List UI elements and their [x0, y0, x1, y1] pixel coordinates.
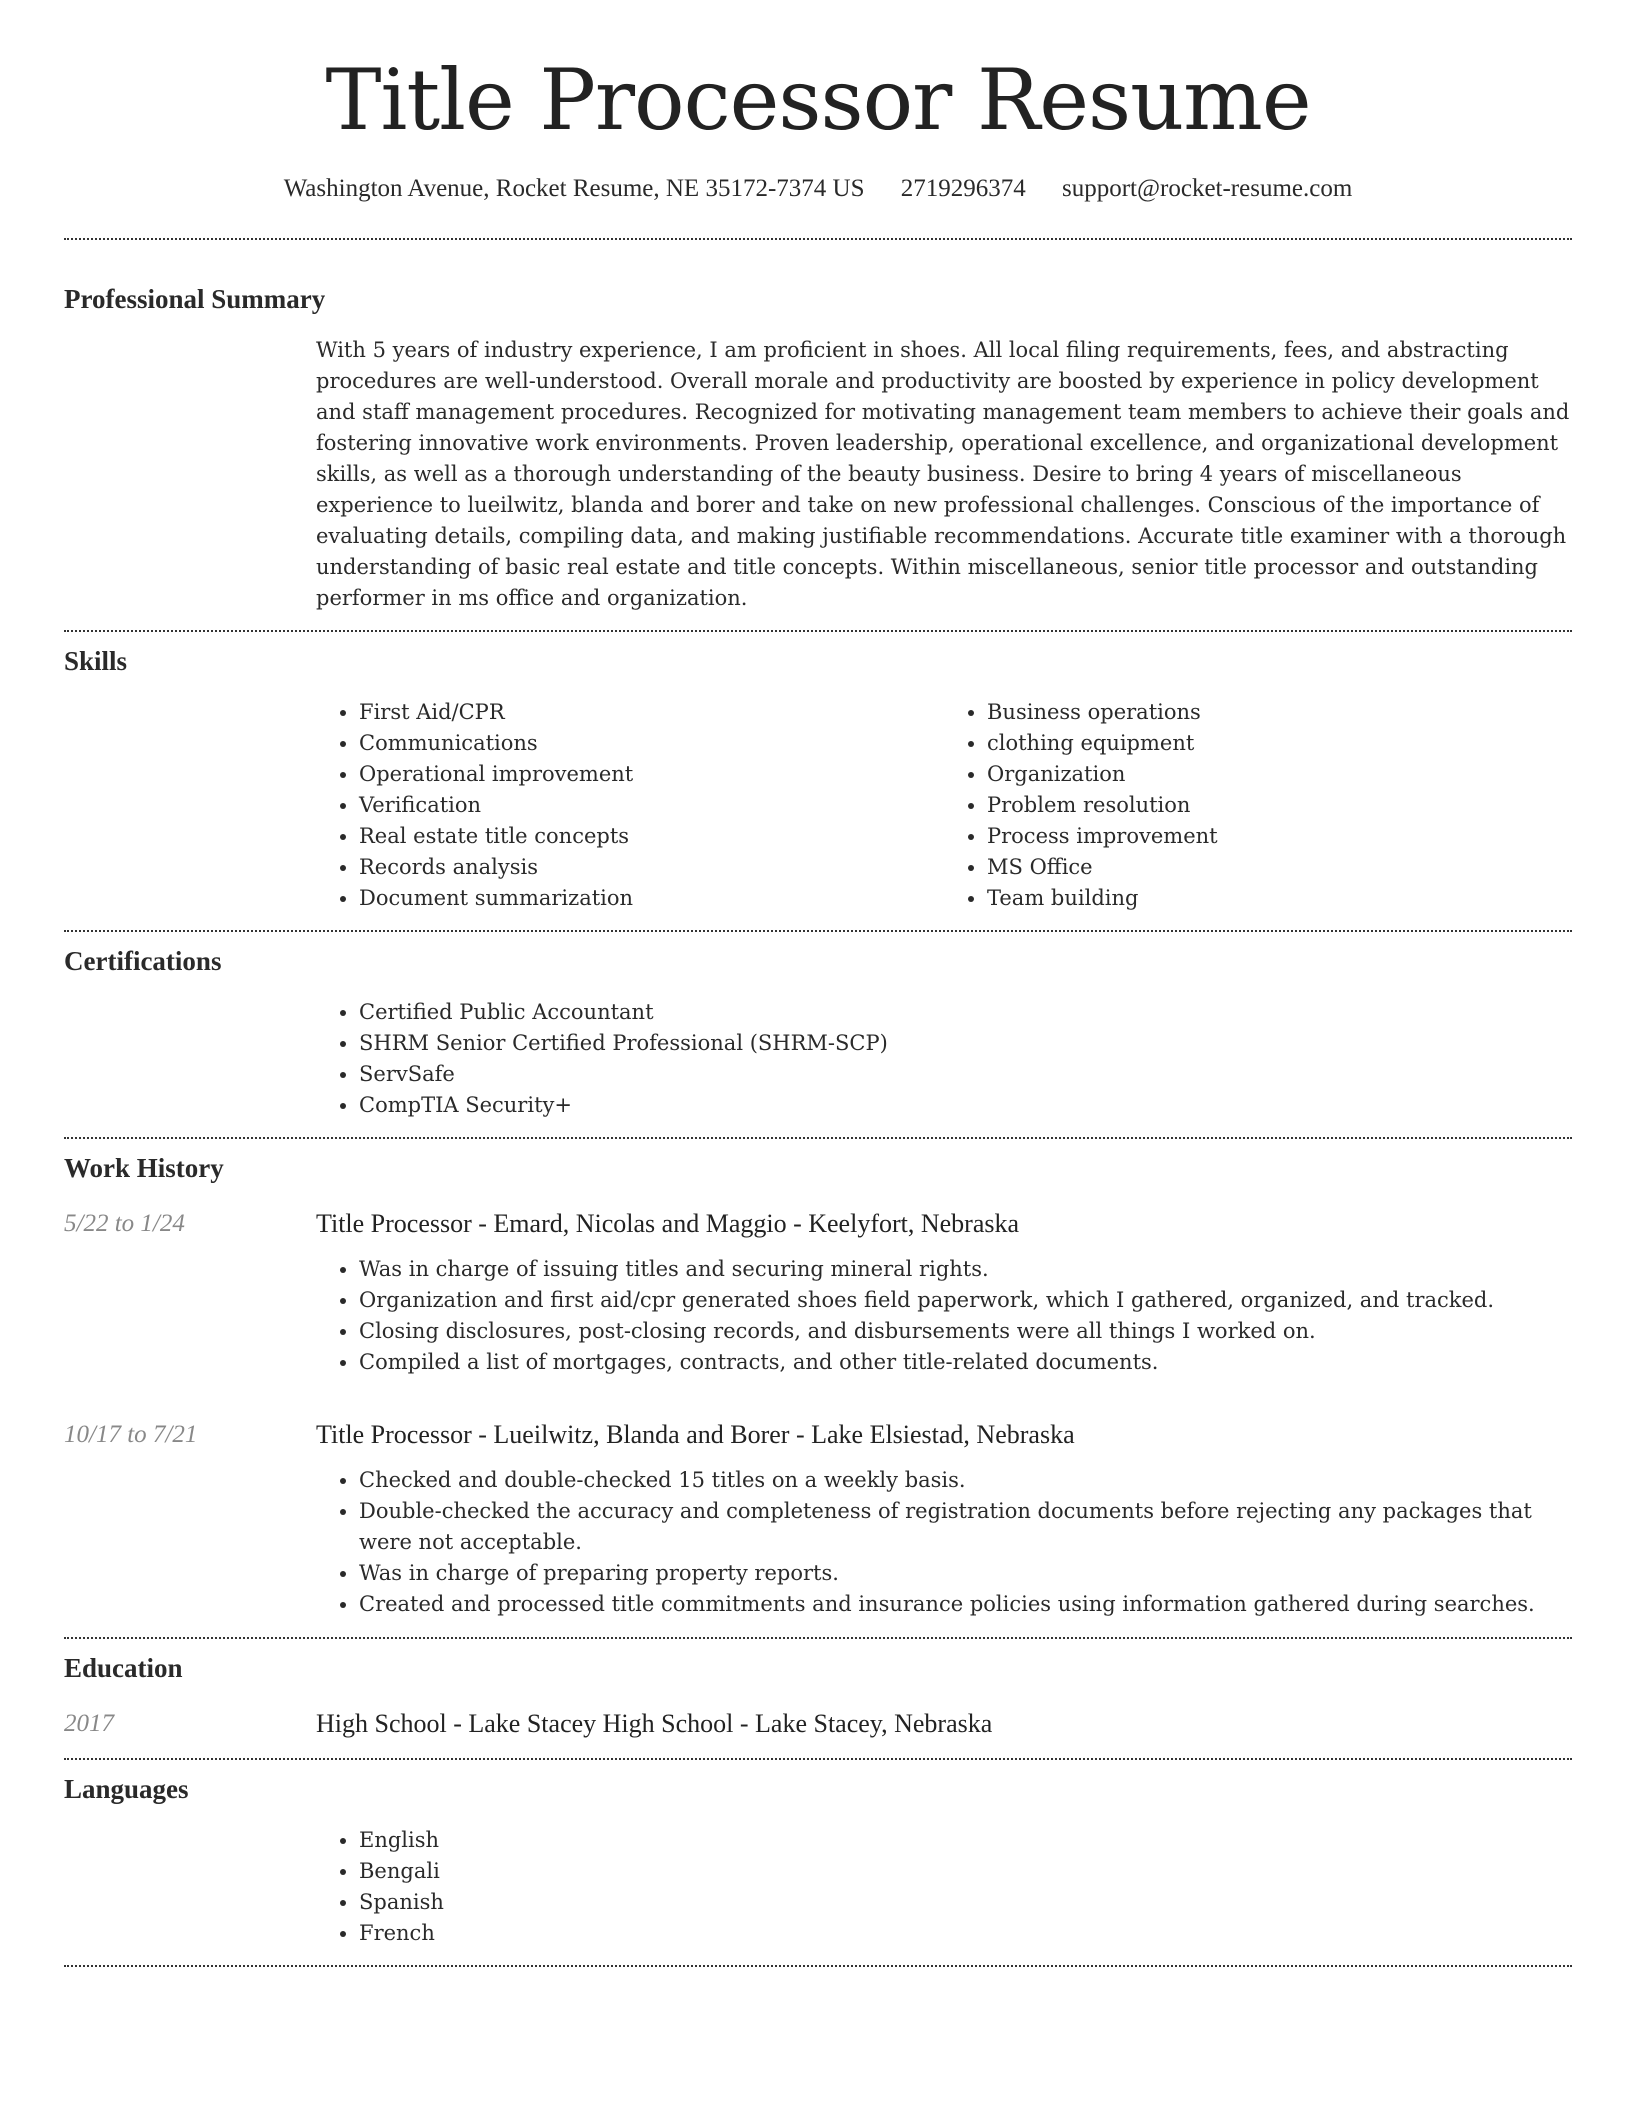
certifications-content [316, 997, 1572, 1121]
job-details [316, 1254, 1572, 1378]
skill-item: • Records analysis [359, 852, 944, 883]
summary-heading: Professional Summary [64, 284, 326, 314]
job-date: 5/22 to 1/24 [64, 1210, 185, 1237]
skill-item: • Problem resolution [987, 790, 1572, 821]
contact-email: support@rocket-resume.com [1062, 175, 1353, 202]
job-bullet: • Double-checked the accuracy and completeness of registration documents before rejecting any packages that were not acceptable. [359, 1496, 1572, 1558]
language-item: • Spanish [359, 1887, 1572, 1918]
job-bullet: • Organization and first aid/cpr generated shoes field paperwork, which I gathered, organized, and tracked. [359, 1285, 1572, 1316]
skill-item: • Document summarization [359, 883, 944, 914]
skill-item: • First Aid/CPR [359, 697, 944, 728]
job-bullets [316, 1465, 1572, 1620]
certification-item: • ServSafe [359, 1059, 1572, 1090]
certification-item: • Certified Public Accountant [359, 997, 1572, 1028]
job-bullet: • Was in charge of issuing titles and securing mineral rights. [359, 1254, 1572, 1285]
job-title: Title Processor - Lueilwitz, Blanda and Borer - Lake Elsiestad, Nebraska [316, 1420, 1075, 1449]
education-entry [64, 1707, 1572, 1741]
job-bullet: • Was in charge of preparing property reports. [359, 1558, 1572, 1589]
certification-item: • SHRM Senior Certified Professional (SHRM-SCP) [359, 1028, 1572, 1059]
education-heading: Education [64, 1653, 183, 1683]
skill-item: • Business operations [987, 697, 1572, 728]
certifications-list [316, 997, 1572, 1121]
skills-section [64, 632, 1572, 914]
skills-heading: Skills [64, 646, 128, 676]
skill-item: • Team building [987, 883, 1572, 914]
certification-item: • CompTIA Security+ [359, 1090, 1572, 1121]
languages-heading: Languages [64, 1774, 189, 1804]
language-item: • Bengali [359, 1856, 1572, 1887]
job-entry [64, 1418, 1572, 1620]
skills-list [316, 697, 1572, 914]
skill-item: • clothing equipment [987, 728, 1572, 759]
contact-address: Washington Avenue, Rocket Resume, NE 35172-7374 US [283, 175, 865, 202]
divider [64, 1965, 1572, 1967]
languages-content [316, 1825, 1572, 1949]
contact-line [64, 172, 1572, 206]
job-bullets [316, 1254, 1572, 1378]
skill-item: • Communications [359, 728, 944, 759]
job-entry [64, 1207, 1572, 1378]
skill-item: • Real estate title concepts [359, 821, 944, 852]
job-details [316, 1465, 1572, 1620]
certifications-heading: Certifications [64, 946, 222, 976]
contact-phone: 2719296374 [900, 175, 1026, 202]
work-section [64, 1139, 1572, 1620]
language-item: • French [359, 1918, 1572, 1949]
job-date: 10/17 to 7/21 [64, 1421, 198, 1448]
summary-content [316, 335, 1572, 614]
education-date: 2017 [64, 1710, 114, 1737]
skills-column-1 [316, 697, 944, 914]
languages-list [316, 1825, 1572, 1949]
resume-page [64, 0, 1572, 1967]
job-bullet: • Closing disclosures, post-closing records, and disbursements were all things I worked on. [359, 1316, 1572, 1347]
skill-item: • Verification [359, 790, 944, 821]
job-bullet: • Compiled a list of mortgages, contracts, and other title-related documents. [359, 1347, 1572, 1378]
resume-title: Title Processor Resume [325, 51, 1311, 149]
summary-text: With 5 years of industry experience, I am proficient in shoes. All local filing requirements, fees, and abstracting procedures are well-understood. Overall morale and productivity are boosted by experience in policy development and staff management procedures. Recognized for motivating management team members to achieve their goals and fostering innovative work environments. Proven leadership, operational excellence, and organizational development skills, as well as a thorough understanding of the beauty business. Desire to bring 4 years of miscellaneous experience to lueilwitz, blanda and borer and take on new professional challenges. Conscious of the importance of evaluating details, compiling data, and making justifiable recommendations. Accurate title examiner with a thorough understanding of basic real estate and title concepts. Within miscellaneous, senior title processor and outstanding performer in ms office and organization. [316, 338, 1570, 610]
languages-section [64, 1760, 1572, 1949]
skills-column-2 [944, 697, 1572, 914]
job-title: Title Processor - Emard, Nicolas and Maggio - Keelyfort, Nebraska [316, 1209, 1020, 1238]
education-title: High School - Lake Stacey High School - Lake Stacey, Nebraska [316, 1709, 993, 1738]
skill-item: • Organization [987, 759, 1572, 790]
skill-item: • Process improvement [987, 821, 1572, 852]
education-section [64, 1639, 1572, 1741]
job-bullet: • Checked and double-checked 15 titles on a weekly basis. [359, 1465, 1572, 1496]
language-item: • English [359, 1825, 1572, 1856]
skill-item: • MS Office [987, 852, 1572, 883]
summary-section [64, 240, 1572, 614]
job-bullet: • Created and processed title commitments and insurance policies using information gathered during searches. [359, 1589, 1572, 1620]
certifications-section [64, 932, 1572, 1121]
skill-item: • Operational improvement [359, 759, 944, 790]
work-heading: Work History [64, 1153, 224, 1183]
